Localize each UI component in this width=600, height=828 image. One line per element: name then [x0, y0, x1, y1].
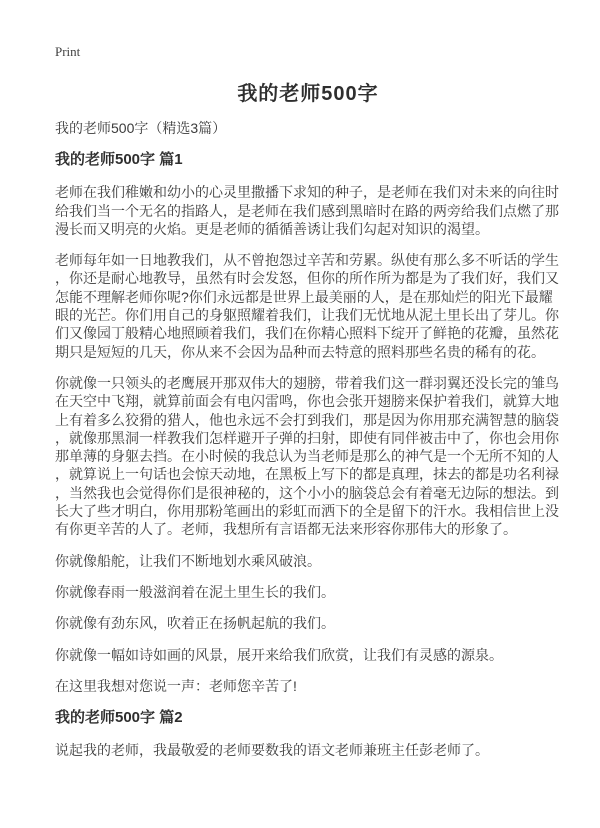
page-title: 我的老师500字 — [237, 83, 379, 105]
paragraph: 你就像一幅如诗如画的风景，展开来给我们欣赏，让我们有灵感的源泉。 — [55, 646, 503, 663]
paragraph: 老师在我们稚嫩和幼小的心灵里撒播下求知的种子，是老师在我们对未来的向往时给我们当一个无名的指路人，是老师在我们感到黑暗时在路的两旁给我们点燃了那漫长而又明亮的火焰。更是老师的循循善诱让我们勾起对知识的渴望。 — [55, 184, 559, 237]
section-2-heading: 我的老师500字 篇2 — [55, 709, 183, 727]
article-subtitle: 我的老师500字（精选3篇） — [55, 120, 227, 136]
paragraph: 在这里我想对您说一声：老师您辛苦了! — [55, 677, 297, 694]
paragraph: 老师每年如一日地教我们，从不曾抱怨过辛苦和劳累。纵使有那么多不听话的学生，你还是耐心地教导，虽然有时会发怒，但你的所作所为都是为了我们好，我们又怎能不理解老师你呢?你们永远都是世界上最美丽的人，是在那灿烂的阳光下最耀眼的光芒。你们用自己的身躯照耀着我们，让我们无忧地从泥土里长出了芽儿。你们又像园丁般精心地照顾着我们，我们在你精心照料下绽开了鲜艳的花瓣，虽然花期只是短短的几天，你从来不会因为品种而去特意的照料那些名贵的稀有的花。 — [55, 252, 559, 360]
paragraph: 你就像春雨一般滋润着在泥土里生长的我们。 — [55, 583, 335, 600]
section-1-heading: 我的老师500字 篇1 — [55, 151, 183, 169]
paragraph: 你就像一只领头的老鹰展开那双伟大的翅膀，带着我们这一群羽翼还没长完的雏鸟在天空中飞翔，就算前面会有电闪雷鸣，你也会张开翅膀来保护着我们，就算大地上有着多么狡猾的猎人，他也永远不会打到我们，那是因为你用那充满智慧的脑袋，就像那黑洞一样教我们怎样避开子弹的扫射，即使有同伴被击中了，你也会用你那单薄的身躯去挡。在小时候的我总认为当老师是那么的神气是一个无所不知的人，就算说上一句话也会惊天动地，在黑板上写下的都是真理，抹去的都是功名利禄，当然我也会觉得你们是很神秘的，这个小小的脑袋总会有着毫无边际的想法。到长大了些才明白，你用那粉笔画出的彩虹而洒下的全是留下的汗水。我相信世上没有你更辛苦的人了。老师，我想所有言语都无法来形容你那伟大的形象了。 — [55, 374, 559, 538]
paragraph: 你就像有劲东风，吹着正在扬帆起航的我们。 — [55, 615, 335, 632]
section-2 — [55, 708, 561, 759]
paragraph: 说起我的老师，我最敬爱的老师要数我的语文老师兼班主任彭老师了。 — [55, 742, 489, 759]
print-link[interactable]: Print — [55, 44, 81, 59]
paragraph: 你就像船舵，让我们不断地划水乘风破浪。 — [55, 552, 321, 569]
section-1 — [55, 150, 561, 695]
